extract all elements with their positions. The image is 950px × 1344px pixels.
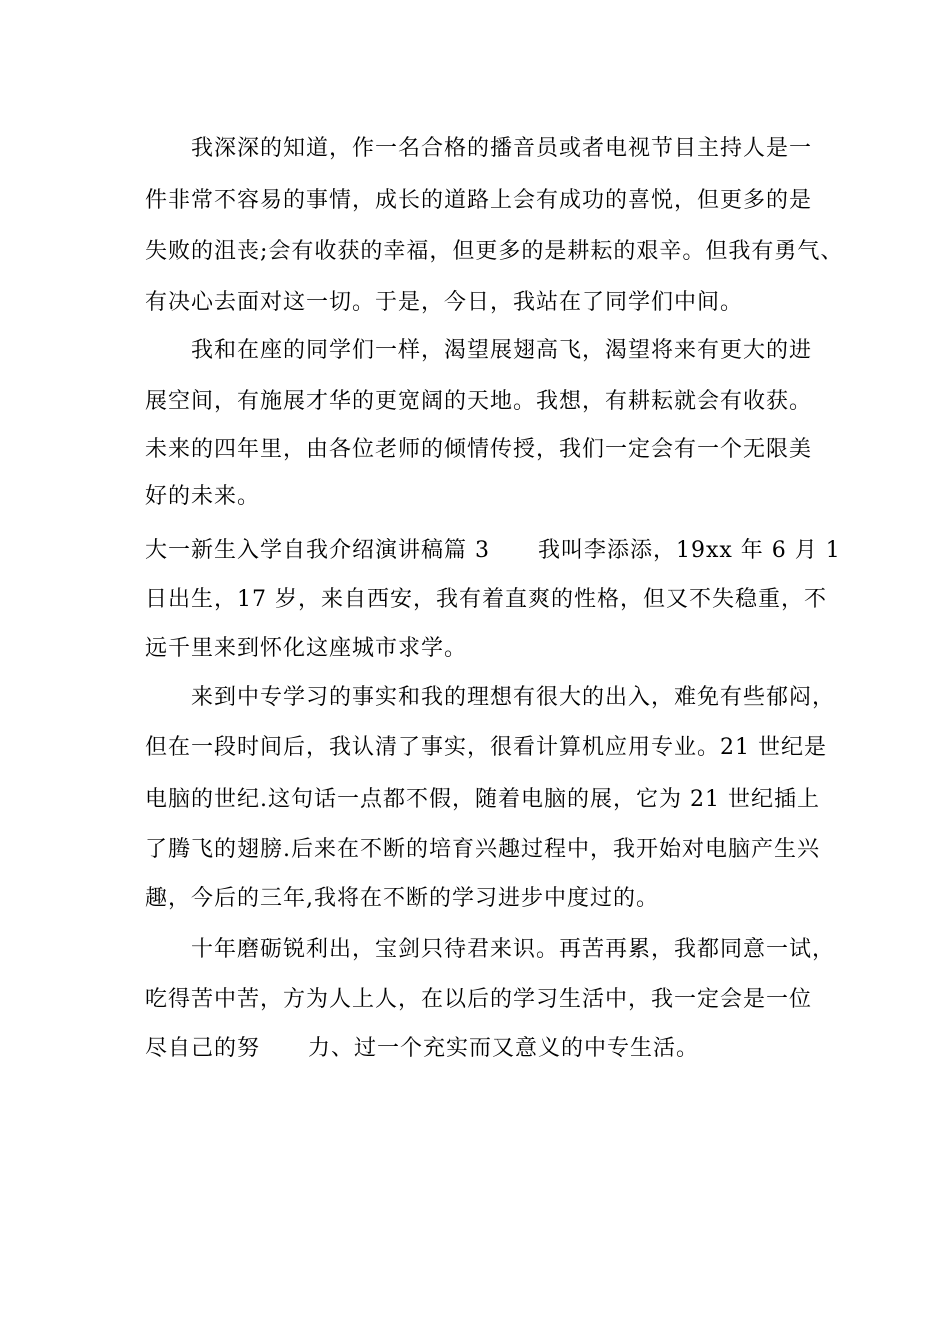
text-line: 来到中专学习的事实和我的理想有很大的出入，难免有些郁闷， [191, 685, 836, 710]
text-line: 了腾飞的翅膀.后来在不断的培育兴趣过程中，我开始对电脑产生兴 [145, 837, 820, 862]
text-line: 吃得苦中苦，方为人上人，在以后的学习生活中，我一定会是一位 [145, 987, 813, 1012]
text-line: 十年磨砺锐利出，宝剑只待君来识。再苦再累，我都同意一试， [191, 937, 836, 962]
text-line: 但在一段时间后，我认清了事实，很看计算机应用专业。21 世纪是 [145, 735, 827, 760]
text-line: 我和在座的同学们一样，渴望展翅高飞，渴望将来有更大的进 [191, 338, 813, 363]
text-line: 未来的四年里，由各位老师的倾情传授，我们一定会有一个无限美 [145, 437, 813, 462]
text-line: 展空间，有施展才华的更宽阔的天地。我想，有耕耘就会有收获。 [145, 389, 813, 414]
text-line: 件非常不容易的事情，成长的道路上会有成功的喜悦，但更多的是 [145, 188, 813, 213]
text-line: 好的未来。 [145, 484, 261, 509]
text-line: 尽自己的努 力、过一个充实而又意义的中专生活。 [145, 1036, 699, 1061]
text-line: 远千里来到怀化这座城市求学。 [145, 636, 468, 661]
section-heading-line: 大一新生入学自我介绍演讲稿篇 3 我叫李添添，19xx 年 6 月 1 [145, 538, 841, 563]
text-line: 趣，今后的三年,我将在不断的学习进步中度过的。 [145, 886, 659, 911]
text-line: 失败的沮丧;会有收获的幸福，但更多的是耕耘的艰辛。但我有勇气、 [145, 239, 844, 264]
text-line: 有决心去面对这一切。于是，今日，我站在了同学们中间。 [145, 290, 744, 315]
text-line: 我深深的知道，作一名合格的播音员或者电视节目主持人是一 [191, 136, 813, 161]
text-line: 日出生，17 岁，来自西安，我有着直爽的性格，但又不失稳重，不 [145, 587, 827, 612]
text-line: 电脑的世纪.这句话一点都不假，随着电脑的展，它为 21 世纪插上 [145, 787, 820, 812]
